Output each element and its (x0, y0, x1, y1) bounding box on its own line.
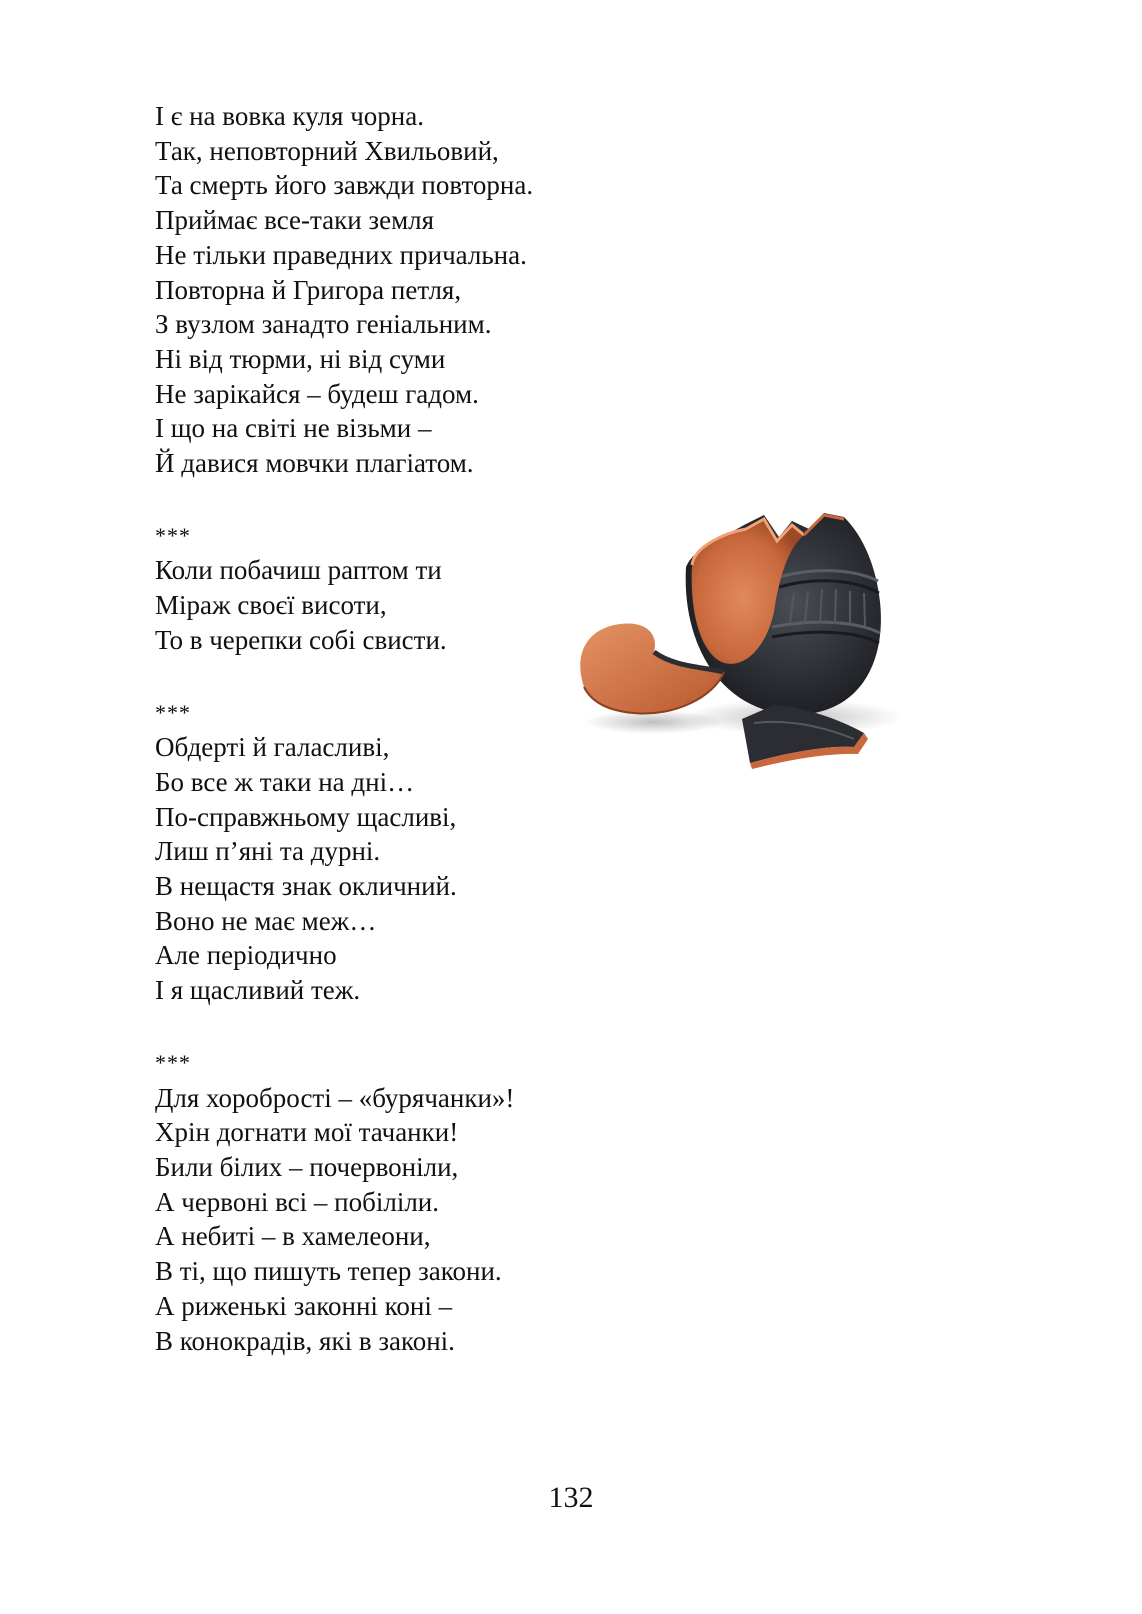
poem-line: І що на світі не візьми – (155, 413, 432, 444)
poem-line: В конокрадів, які в законі. (155, 1325, 455, 1356)
poem-line: І я щасливий теж. (155, 975, 361, 1006)
poem-line: Ні від тюрми, ні від суми (155, 343, 446, 374)
poem-line: Хрін догнати мої тачанки! (155, 1117, 459, 1148)
page-number: 132 (548, 1481, 594, 1514)
poem-line: Обдерті й галасливі, (155, 732, 390, 763)
poem-line: Так, неповторний Хвильовий, (155, 135, 499, 166)
poem-line: В ті, що пишуть тепер закони. (155, 1256, 502, 1287)
poem-line: Коли побачиш раптом ти (155, 555, 442, 586)
poem-line: Приймає все-таки земля (155, 205, 435, 236)
stanza-separator: *** (155, 699, 191, 725)
poem-line: А риженькі законні коні – (155, 1290, 453, 1321)
stanza-separator: *** (155, 522, 191, 548)
poem-line: З вузлом занадто геніальним. (155, 309, 492, 340)
poem-line: Й давися мовчки плагіатом. (155, 448, 474, 479)
poem-1 (155, 99, 715, 481)
poem-line: Не зарікайся – будеш гадом. (155, 378, 479, 409)
poem-line: То в черепки собі свисти. (155, 624, 447, 655)
poem-line: Не тільки праведних причальна. (155, 239, 527, 270)
poem-4 (155, 1040, 715, 1358)
poem-line: А небиті – в хамелеони, (155, 1221, 431, 1252)
poem-line: Били білих – почервоніли, (155, 1151, 459, 1182)
poem-line: Міраж своєї висоти, (155, 590, 387, 621)
poem-line: По-справжньому щасливі, (155, 801, 457, 832)
poem-line: А червоні всі – побіліли. (155, 1186, 439, 1217)
poem-line: Бо все ж таки на дні… (155, 766, 415, 797)
broken-clay-pot-illustration (574, 507, 904, 799)
poem-line: Та смерть його завжди повторна. (155, 170, 534, 201)
poem-line: В нещастя знак окличний. (155, 871, 457, 902)
stanza-separator: *** (155, 1049, 191, 1075)
poem-line: Для хоробрості – «бурячанки»! (155, 1082, 515, 1113)
poem-line: Повторна й Григора петля, (155, 274, 462, 305)
poem-line: І є на вовка куля чорна. (155, 101, 424, 131)
poem-line: Воно не має меж… (155, 905, 377, 936)
poem-line: Але періодично (155, 940, 337, 971)
poem-line: Лиш п’яні та дурні. (155, 836, 381, 867)
